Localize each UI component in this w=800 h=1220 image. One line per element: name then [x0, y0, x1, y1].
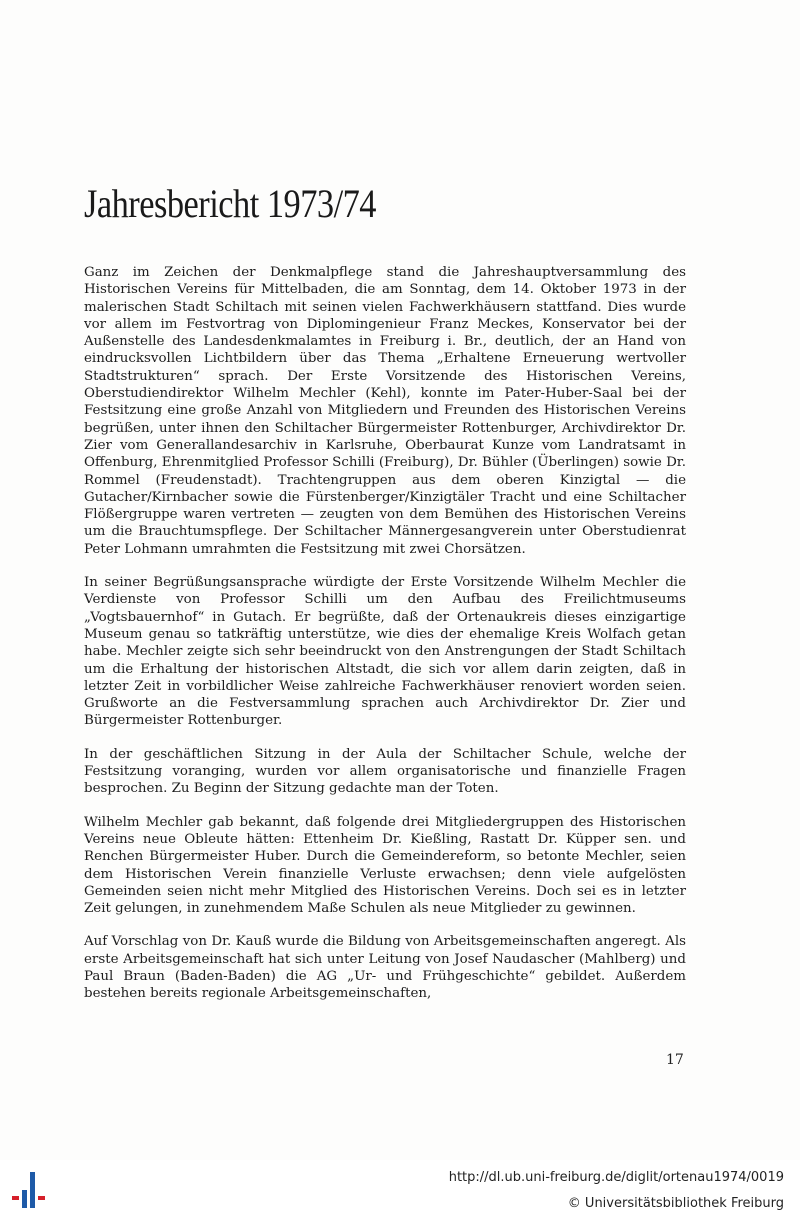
page-number: 17 [666, 1052, 684, 1068]
paragraph-1: Ganz im Zeichen der Denkmalpflege stand die Jahreshauptversammlung des Historischen Vereins für Mittelbaden, die am Sonntag, dem 14. Oktober 1973 in der malerischen Stadt Schiltach mit seinen vielen Fachwerkhäusern stattfand. Dies wurde vor allem im Festvortrag von Diplomingenieur Franz Meckes, Konservator bei der Außenstelle des Landesdenkmalamtes in Freiburg i. Br., deutlich, der an Hand von eindrucksvollen Lichtbildern über das Thema „Erhaltene Erneuerung wertvoller Stadtstrukturen“ sprach. Der Erste Vorsitzende des Historischen Vereins, Oberstudiendirektor Wilhelm Mechler (Kehl), konnte im Pater-Huber-Saal bei der Festsitzung eine große Anzahl von Mitgliedern und Freunden des Historischen Vereins begrüßen, unter ihnen den Schiltacher Bürgermeister Rottenburger, Archivdirektor Dr. Zier vom Generallandesarchiv in Karlsruhe, Oberbaurat Kunze vom Landratsamt in Offenburg, Ehrenmitglied Professor Schilli (Freiburg), Dr. Bühler (Überlingen) sowie Dr. Rommel (Freudenstadt). Trachtengruppen aus dem oberen Kinzigtal — die Gutacher/Kirnbacher sowie die Fürstenberger/Kinzigtäler Tracht und eine Schiltacher Flößergruppe waren vertreten — zeugten von dem Bemühen des Historischen Vereins um die Brauchtumspflege. Der Schiltacher Männergesangverein unter Oberstudienrat Peter Lohmann umrahmten die Festsitzung mit zwei Chorsätzen. [84, 265, 686, 557]
ub-freiburg-logo-icon [10, 1168, 50, 1212]
paragraph-4: Wilhelm Mechler gab bekannt, daß folgende drei Mitgliedergruppen des Historischen Vereins neue Obleute hätten: Ettenheim Dr. Kießling, Rastatt Dr. Küpper sen. und Renchen Bürgermeister Huber. Durch die Gemeindereform, so betonte Mechler, seien dem Historischen Verein finanzielle Verluste erwachsen; denn viele aufgelösten Gemeinden seien nicht mehr Mitglied des Historischen Vereins. Doch sei es in letzter Zeit gelungen, in zunehmendem Maße Schulen als neue Mitglieder zu gewinnen. [84, 814, 686, 917]
permalink-url[interactable]: http://dl.ub.uni-freiburg.de/diglit/ortenau1974/0019 [448, 1170, 784, 1185]
paragraph-5: Auf Vorschlag von Dr. Kauß wurde die Bildung von Arbeitsgemeinschaften angeregt. Als erste Arbeitsgemeinschaft hat sich unter Leitung von Josef Naudascher (Mahlberg) und Paul Braun (Baden-Baden) die AG „Ur- und Frühgeschichte“ gebildet. Außerdem bestehen bereits regionale Arbeitsgemeinschaften, [84, 934, 686, 1002]
paragraph-3: In der geschäftlichen Sitzung in der Aula der Schiltacher Schule, welche der Festsitzung voranging, wurden vor allem organisatorische und finanzielle Fragen besprochen. Zu Beginn der Sitzung gedachte man der Toten. [84, 746, 686, 797]
copyright-notice: © Universitätsbibliothek Freiburg [567, 1196, 784, 1211]
paragraph-2: In seiner Begrüßungsansprache würdigte der Erste Vorsitzende Wilhelm Mechler die Verdienste von Professor Schilli um den Aufbau des Freilichtmuseums „Vogtsbauernhof“ in Gutach. Er begrüßte, daß der Ortenaukreis dieses einzigartige Museum genau so tatkräftig unterstütze, wie dies der ehemalige Kreis Wolfach getan habe. Mechler zeigte sich sehr beeindruckt von den Anstrengungen der Stadt Schiltach um die Erhaltung der historischen Altstadt, die sich vor allem darin zeigten, daß in letzter Zeit in vorbildlicher Weise zahlreiche Fachwerkhäuser renoviert worden seien. Grußworte an die Festversammlung sprachen auch Archivdirektor Dr. Zier und Bürgermeister Rottenburger. [84, 575, 686, 729]
library-footer [0, 1160, 800, 1220]
article-body [84, 264, 686, 1019]
page-title: Jahresbericht 1973/74 [84, 181, 376, 226]
